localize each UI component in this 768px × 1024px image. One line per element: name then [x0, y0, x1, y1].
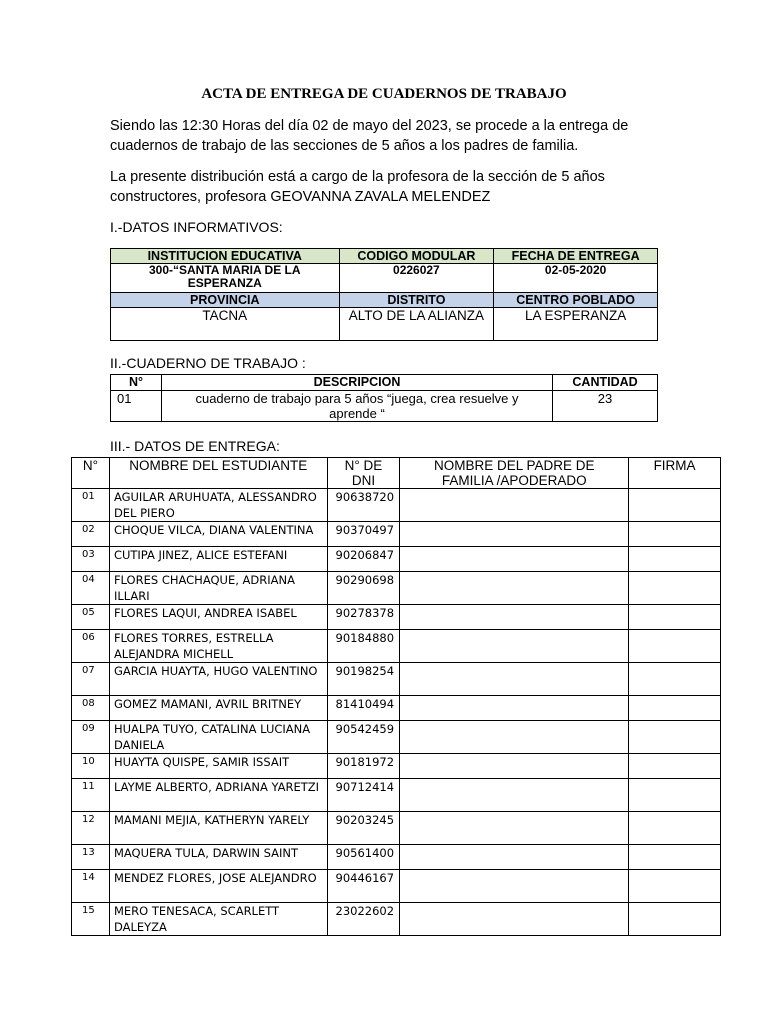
workbook-description: cuaderno de trabajo para 5 años “juega, crea resuelve y aprende “: [161, 391, 552, 422]
row-number: 05: [72, 605, 110, 630]
table-row: [111, 375, 658, 391]
table-row: [111, 391, 658, 422]
header-delivery-date: FECHA DE ENTREGA: [494, 249, 658, 264]
section3-heading: III.- DATOS DE ENTREGA:: [110, 438, 280, 454]
signature-cell: [629, 870, 721, 903]
parent-name-cell: [400, 572, 629, 605]
student-name: CHOQUE VILCA, DIANA VALENTINA: [109, 522, 327, 547]
student-name: MERO TENESACA, SCARLETT DALEYZA: [109, 903, 327, 936]
student-name: MENDEZ FLORES, JOSE ALEJANDRO: [109, 870, 327, 903]
parent-name-cell: [400, 903, 629, 936]
parent-name-cell: [400, 721, 629, 754]
row-number: 10: [72, 754, 110, 779]
student-dni: 90278378: [327, 605, 400, 630]
delivery-date-value: 02-05-2020: [494, 264, 658, 293]
row-number: 08: [72, 696, 110, 721]
workbook-table: [110, 374, 658, 422]
parent-name-cell: [400, 663, 629, 696]
row-number: 15: [72, 903, 110, 936]
signature-cell: [629, 605, 721, 630]
parent-name-cell: [400, 605, 629, 630]
header-institution: INSTITUCION EDUCATIVA: [111, 249, 340, 264]
student-dni: 90542459: [327, 721, 400, 754]
student-dni: 23022602: [327, 903, 400, 936]
province-value: TACNA: [111, 308, 340, 341]
parent-name-cell: [400, 870, 629, 903]
document-title: ACTA DE ENTREGA DE CUADERNOS DE TRABAJO: [201, 86, 567, 102]
student-name: FLORES CHACHAQUE, ADRIANA ILLARI: [109, 572, 327, 605]
table-row: [111, 293, 658, 308]
table-row: [72, 630, 721, 663]
student-name: HUALPA TUYO, CATALINA LUCIANA DANIELA: [109, 721, 327, 754]
student-dni: 90638720: [327, 489, 400, 522]
student-name: CUTIPA JINEZ, ALICE ESTEFANI: [109, 547, 327, 572]
table-row: [72, 903, 721, 936]
distribution-line-2: constructores, profesora GEOVANNA ZAVALA MELENDEZ: [110, 189, 491, 205]
row-number: 09: [72, 721, 110, 754]
student-name: AGUILAR ARUHUATA, ALESSANDRO DEL PIERO: [109, 489, 327, 522]
header-parent-name: NOMBRE DEL PADRE DE FAMILIA /APODERADO: [400, 458, 629, 489]
institution-value: 300-“SANTA MARIA DE LA ESPERANZA: [111, 264, 340, 293]
row-number: 04: [72, 572, 110, 605]
parent-name-cell: [400, 547, 629, 572]
signature-cell: [629, 779, 721, 812]
parent-name-cell: [400, 845, 629, 870]
row-number: 11: [72, 779, 110, 812]
town-value: LA ESPERANZA: [494, 308, 658, 341]
signature-cell: [629, 721, 721, 754]
table-row: [72, 870, 721, 903]
table-row: [72, 779, 721, 812]
header-town: CENTRO POBLADO: [494, 293, 658, 308]
header-description: DESCRIPCION: [161, 375, 552, 391]
parent-name-cell: [400, 630, 629, 663]
signature-cell: [629, 812, 721, 845]
student-dni: 90446167: [327, 870, 400, 903]
student-dni: 90184880: [327, 630, 400, 663]
table-row: [72, 812, 721, 845]
table-row: [72, 547, 721, 572]
student-dni: 90370497: [327, 522, 400, 547]
student-name: LAYME ALBERTO, ADRIANA YARETZI: [109, 779, 327, 812]
signature-cell: [629, 630, 721, 663]
header-province: PROVINCIA: [111, 293, 340, 308]
table-row: [72, 721, 721, 754]
table-row: [72, 522, 721, 547]
parent-name-cell: [400, 754, 629, 779]
header-number: N°: [72, 458, 110, 489]
student-dni: 90181972: [327, 754, 400, 779]
distribution-line-1: La presente distribución está a cargo de la profesora de la sección de 5 años: [110, 169, 605, 185]
student-dni: 81410494: [327, 696, 400, 721]
student-name: MAQUERA TULA, DARWIN SAINT: [109, 845, 327, 870]
row-number: 02: [72, 522, 110, 547]
header-district: DISTRITO: [339, 293, 494, 308]
student-name: GOMEZ MAMANI, AVRIL BRITNEY: [109, 696, 327, 721]
table-row: [111, 308, 658, 341]
table-row: [72, 845, 721, 870]
parent-name-cell: [400, 522, 629, 547]
header-dni: N° DE DNI: [327, 458, 400, 489]
student-dni: 90561400: [327, 845, 400, 870]
row-number: 07: [72, 663, 110, 696]
student-name: GARCIA HUAYTA, HUGO VALENTINO: [109, 663, 327, 696]
modular-code-value: 0226027: [339, 264, 494, 293]
signature-cell: [629, 489, 721, 522]
student-name: HUAYTA QUISPE, SAMIR ISSAIT: [109, 754, 327, 779]
header-modular-code: CODIGO MODULAR: [339, 249, 494, 264]
section1-heading: I.-DATOS INFORMATIVOS:: [110, 219, 283, 235]
student-dni: 90712414: [327, 779, 400, 812]
row-number: 03: [72, 547, 110, 572]
student-dni: 90203245: [327, 812, 400, 845]
table-header-row: [72, 458, 721, 489]
parent-name-cell: [400, 779, 629, 812]
signature-cell: [629, 572, 721, 605]
student-name: FLORES TORRES, ESTRELLA ALEJANDRA MICHELL: [109, 630, 327, 663]
row-number: 12: [72, 812, 110, 845]
table-row: [72, 754, 721, 779]
header-number: N°: [111, 375, 162, 391]
distribution-paragraph: [110, 167, 670, 207]
signature-cell: [629, 522, 721, 547]
row-number: 06: [72, 630, 110, 663]
header-student-name: NOMBRE DEL ESTUDIANTE: [109, 458, 327, 489]
delivery-table: [71, 457, 721, 936]
intro-line-1: Siendo las 12:30 Horas del día 02 de mayo del 2023, se procede a la entrega de: [110, 118, 629, 134]
signature-cell: [629, 547, 721, 572]
district-value: ALTO DE LA ALIANZA: [339, 308, 494, 341]
table-row: [72, 605, 721, 630]
row-number: 01: [72, 489, 110, 522]
signature-cell: [629, 754, 721, 779]
intro-paragraph: [110, 116, 670, 156]
intro-line-2: cuadernos de trabajo de las secciones de 5 años a los padres de familia.: [110, 138, 579, 154]
table-row: [111, 249, 658, 264]
signature-cell: [629, 845, 721, 870]
section2-heading: II.-CUADERNO DE TRABAJO :: [110, 355, 306, 371]
student-name: FLORES LAQUI, ANDREA ISABEL: [109, 605, 327, 630]
header-quantity: CANTIDAD: [553, 375, 658, 391]
workbook-quantity: 23: [553, 391, 658, 422]
table-row: [72, 572, 721, 605]
row-number: 14: [72, 870, 110, 903]
parent-name-cell: [400, 812, 629, 845]
table-row: [72, 663, 721, 696]
table-row: [72, 696, 721, 721]
parent-name-cell: [400, 696, 629, 721]
signature-cell: [629, 663, 721, 696]
signature-cell: [629, 696, 721, 721]
signature-cell: [629, 903, 721, 936]
student-dni: 90290698: [327, 572, 400, 605]
student-name: MAMANI MEJIA, KATHERYN YARELY: [109, 812, 327, 845]
workbook-number: 01: [111, 391, 162, 422]
student-dni: 90206847: [327, 547, 400, 572]
row-number: 13: [72, 845, 110, 870]
header-signature: FIRMA: [629, 458, 721, 489]
table-row: [111, 264, 658, 293]
parent-name-cell: [400, 489, 629, 522]
table-row: [72, 489, 721, 522]
student-dni: 90198254: [327, 663, 400, 696]
informative-data-table: [110, 248, 658, 341]
